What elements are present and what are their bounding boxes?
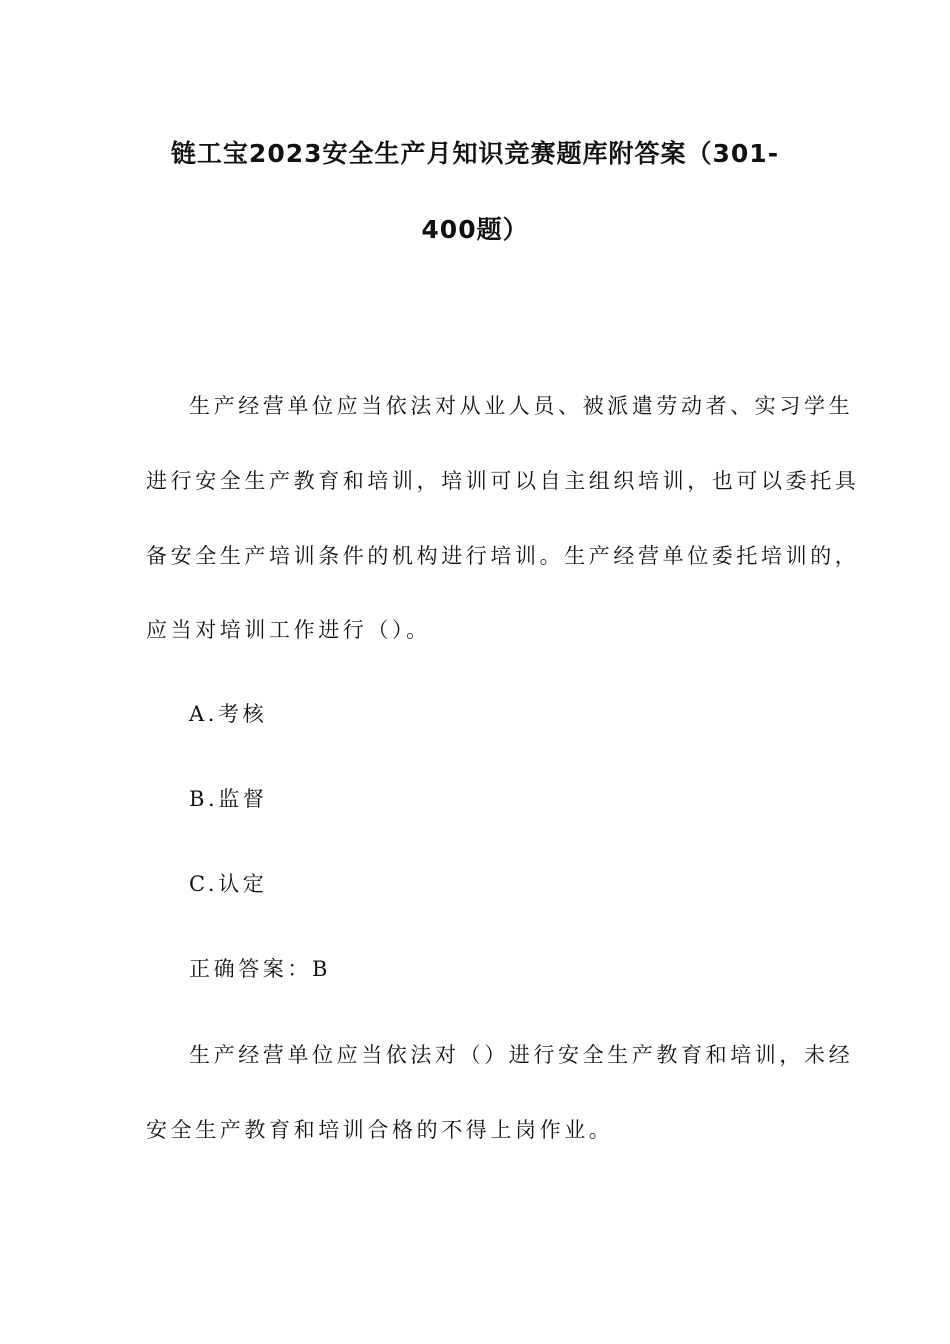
question-1-text-line-1: 生产经营单位应当依法对从业人员、被派遣劳动者、实习学生 — [189, 394, 854, 418]
question-1-answer: 正确答案：B — [189, 957, 332, 981]
document-title-line-2: 400题） — [421, 215, 529, 244]
question-2-text-line-2: 安全生产教育和培训合格的不得上岗作业。 — [146, 1118, 614, 1142]
question-1-option-c: C.认定 — [189, 872, 268, 896]
question-1-text-line-3: 备安全生产培训条件的机构进行培训。生产经营单位委托培训的， — [146, 544, 860, 568]
question-1-option-a: A.考核 — [189, 702, 268, 726]
question-1-option-b: B.监督 — [189, 787, 268, 811]
question-2-text-line-1: 生产经营单位应当依法对（）进行安全生产教育和培训，未经 — [189, 1043, 854, 1067]
document-title-line-1: 链工宝2023安全生产月知识竞赛题库附答案（301- — [170, 139, 780, 168]
question-1-text-line-4: 应当对培训工作进行（）。 — [146, 618, 431, 642]
question-1-text-line-2: 进行安全生产教育和培训，培训可以自主组织培训，也可以委托具 — [146, 469, 860, 493]
